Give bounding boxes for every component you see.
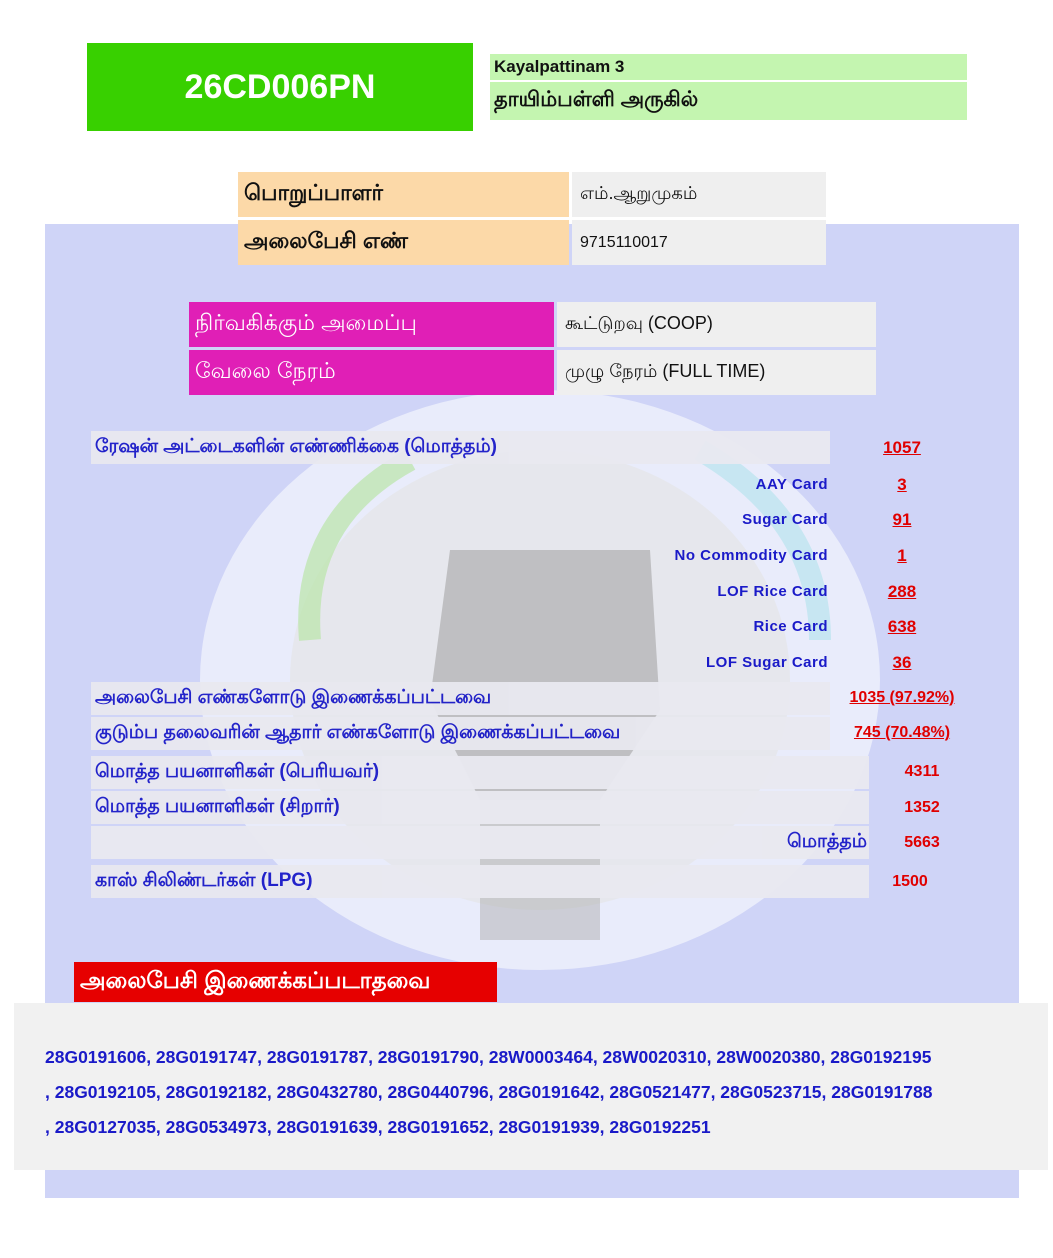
card-type-count-lof-sugar[interactable]: 36 xyxy=(892,653,912,672)
unlinked-card-list xyxy=(45,1040,1030,1145)
incharge-label: பொறுப்பாளர் xyxy=(238,172,569,217)
shop-code-box: 26CD006PN xyxy=(87,43,473,131)
card-type-count-no-commodity[interactable]: 1 xyxy=(897,546,907,565)
total-beneficiaries-label: மொத்தம் xyxy=(786,831,867,852)
card-type-count-lof-rice[interactable]: 288 xyxy=(887,582,917,601)
ration-card-total-label: ரேஷன் அட்டைகளின் எண்ணிக்கை (மொத்தம்) xyxy=(91,431,830,464)
mobile-value: 9715110017 xyxy=(572,220,826,265)
incharge-value: எம்.ஆறுமுகம் xyxy=(572,172,826,217)
card-type-count-aay[interactable]: 3 xyxy=(897,475,907,494)
aadhaar-linked-link[interactable]: 745 (70.48%) xyxy=(853,724,951,741)
adult-beneficiaries-value: 4311 xyxy=(904,763,940,780)
mobile-label: அலைபேசி எண் xyxy=(238,220,569,265)
unlinked-list-line: , 28G0192105, 28G0192182, 28G0432780, 28G0440796, 28G0191642, 28G0521477, 28G0523715, 28G0191788 xyxy=(45,1082,933,1102)
unlinked-section-title: அலைபேசி இணைக்கப்படாதவை xyxy=(74,962,497,1002)
adult-beneficiaries-label: மொத்த பயனாளிகள் (பெரியவர்) xyxy=(91,756,869,789)
lpg-value: 1500 xyxy=(892,873,928,890)
card-type-label-aay: AAY Card xyxy=(755,476,828,493)
location-landmark: தாயிம்பள்ளி அருகில் xyxy=(490,82,967,120)
card-type-count-rice[interactable]: 638 xyxy=(887,617,917,636)
working-hours-label: வேலை நேரம் xyxy=(189,350,554,395)
unlinked-list-line: , 28G0127035, 28G0534973, 28G0191639, 28G0191652, 28G0191939, 28G0192251 xyxy=(45,1117,711,1137)
card-type-label-lof-sugar: LOF Sugar Card xyxy=(705,654,828,671)
child-beneficiaries-label: மொத்த பயனாளிகள் (சிறார்) xyxy=(91,791,869,824)
card-type-label-sugar: Sugar Card xyxy=(742,511,828,528)
total-beneficiaries-value: 5663 xyxy=(904,834,940,851)
child-beneficiaries-value: 1352 xyxy=(904,799,940,816)
card-type-label-lof-rice: LOF Rice Card xyxy=(717,583,828,600)
organisation-label: நிர்வகிக்கும் அமைப்பு xyxy=(189,302,554,347)
unlinked-list-line: 28G0191606, 28G0191747, 28G0191787, 28G0191790, 28W0003464, 28W0020310, 28W0020380, 28G0192195 xyxy=(45,1047,932,1067)
organisation-value: கூட்டுறவு (COOP) xyxy=(557,302,876,347)
card-type-label-no-commodity: No Commodity Card xyxy=(674,547,828,564)
card-type-label-rice: Rice Card xyxy=(753,618,828,635)
total-beneficiaries-row xyxy=(91,826,869,859)
mobile-linked-link[interactable]: 1035 (97.92%) xyxy=(849,689,955,706)
working-hours-value: முழு நேரம் (FULL TIME) xyxy=(557,350,876,395)
lpg-label-row xyxy=(91,865,869,898)
aadhaar-linked-label: குடும்ப தலைவரின் ஆதார் எண்களோடு இணைக்கப்பட்டவை xyxy=(91,717,830,750)
card-type-count-sugar[interactable]: 91 xyxy=(892,510,912,529)
ration-card-total-link[interactable]: 1057 xyxy=(883,438,921,457)
location-name: Kayalpattinam 3 xyxy=(490,54,967,80)
lpg-label: காஸ் சிலிண்டர்கள் (LPG) xyxy=(95,869,313,891)
mobile-linked-label: அலைபேசி எண்களோடு இணைக்கப்பட்டவை xyxy=(91,682,830,715)
